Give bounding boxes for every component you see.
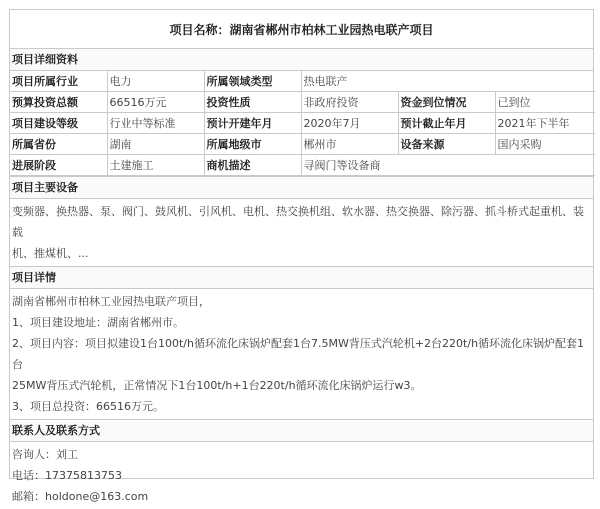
field-label: 预计开建年月	[204, 113, 301, 134]
details-line: 1、项目建设地址：湖南省郴州市。	[12, 316, 184, 329]
section-details-heading: 项目详情	[10, 267, 593, 289]
field-label: 项目所属行业	[10, 71, 107, 92]
field-label: 资金到位情况	[398, 92, 495, 113]
field-label: 进展阶段	[10, 155, 107, 176]
field-label: 设备来源	[398, 134, 495, 155]
field-value: 寻阀门等设备商	[301, 155, 595, 176]
field-value: 土建施工	[107, 155, 204, 176]
field-value: 已到位	[495, 92, 595, 113]
field-label: 所属领域类型	[204, 71, 301, 92]
field-label: 投资性质	[204, 92, 301, 113]
project-info-table	[10, 71, 595, 176]
field-value: 2021年下半年	[495, 113, 595, 134]
table-row	[10, 92, 595, 113]
table-row	[10, 113, 595, 134]
table-row	[10, 71, 595, 92]
section-detail-heading: 项目详细资料	[10, 49, 593, 71]
field-value: 热电联产	[301, 71, 595, 92]
field-value: 电力	[107, 71, 204, 92]
field-label: 所属地级市	[204, 134, 301, 155]
field-label: 项目建设等级	[10, 113, 107, 134]
field-value: 国内采购	[495, 134, 595, 155]
details-line: 2、项目内容：项目拟建设1台100t/h循环流化床锅炉配套1台7.5MW背压式汽轮机+2台220t/h循环流化床锅炉配套1台	[12, 337, 585, 371]
details-line: 25MW背压式汽轮机，正常情况下1台100t/h+1台220t/h循环流化床锅炉运行w3。	[12, 379, 422, 392]
table-row	[10, 155, 595, 176]
contact-info	[10, 442, 593, 509]
project-details	[10, 289, 593, 420]
table-row	[10, 134, 595, 155]
equipment-line: 机、推煤机、...	[12, 247, 89, 260]
details-line: 3、项目总投资：66516万元。	[12, 400, 164, 413]
section-contact-heading: 联系人及联系方式	[10, 420, 593, 442]
contact-person: 咨询人：刘工	[12, 448, 78, 461]
field-value: 非政府投资	[301, 92, 398, 113]
details-line: 湖南省郴州市柏林工业园热电联产项目，	[12, 295, 210, 308]
equipment-line: 变频器、换热器、泵、阀门、鼓风机、引风机、电机、热交换机组、软水器、热交换器、除污器、抓斗桥式起重机、装载	[12, 205, 584, 239]
contact-phone: 电话：17375813753	[12, 469, 122, 482]
section-equipment-heading: 项目主要设备	[10, 176, 593, 199]
contact-email: 邮箱：holdone@163.com	[12, 490, 149, 503]
field-label: 所属省份	[10, 134, 107, 155]
project-card	[9, 9, 594, 503]
field-label: 商机描述	[204, 155, 301, 176]
field-value: 2020年7月	[301, 113, 398, 134]
field-label: 预算投资总额	[10, 92, 107, 113]
page-title: 项目名称：湖南省郴州市柏林工业园热电联产项目	[10, 10, 593, 49]
field-value: 行业中等标准	[107, 113, 204, 134]
field-value: 湖南	[107, 134, 204, 155]
field-label: 预计截止年月	[398, 113, 495, 134]
field-value: 郴州市	[301, 134, 398, 155]
field-value: 66516万元	[107, 92, 204, 113]
equipment-list	[10, 199, 593, 267]
